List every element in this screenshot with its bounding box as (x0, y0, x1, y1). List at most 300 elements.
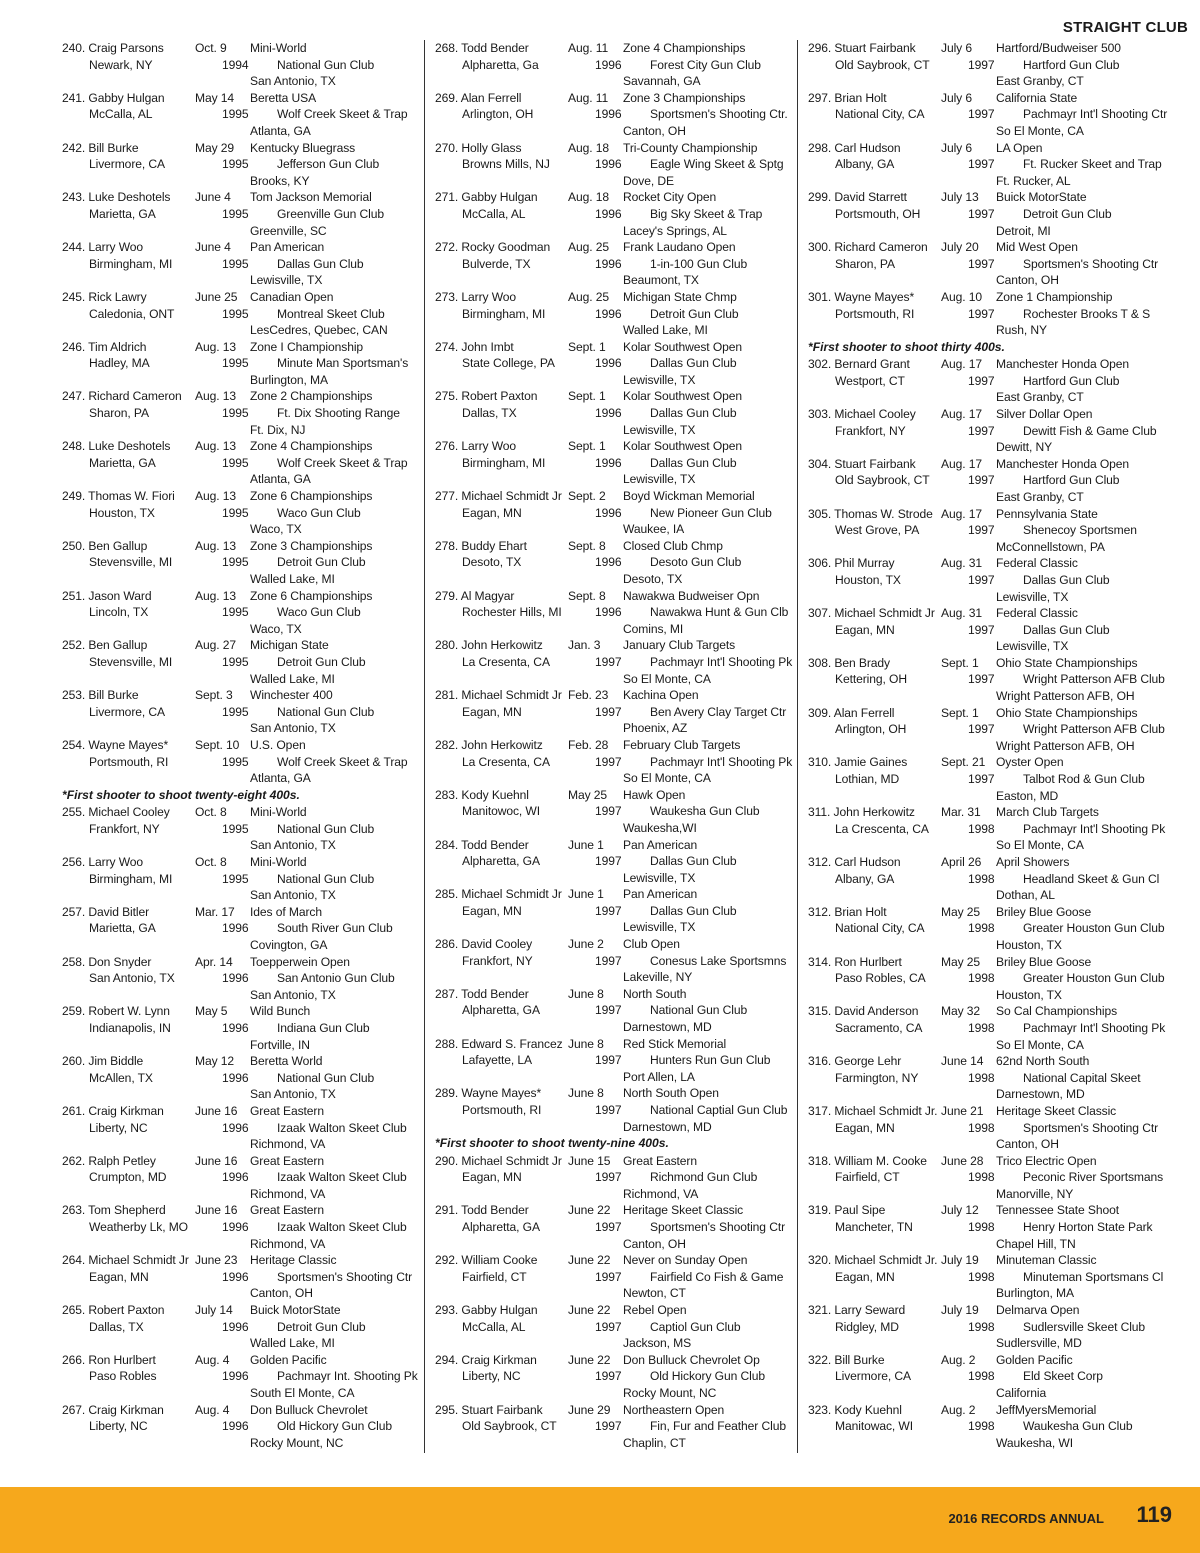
record-spacer (808, 688, 941, 705)
record-year: 1997 (595, 903, 622, 918)
record-spacer (808, 589, 941, 606)
record-line (62, 1103, 412, 1120)
record-entry (435, 986, 789, 1036)
record-entry (435, 1085, 789, 1135)
record-line (62, 505, 412, 522)
record-spacer (941, 322, 996, 339)
record-line (435, 173, 789, 190)
record-line (62, 106, 412, 123)
record-club: National Gun Club (277, 57, 375, 72)
record-shooter: 273. Larry Woo (435, 289, 517, 304)
record-line (435, 1402, 789, 1419)
record-event: Briley Blue Goose (996, 954, 1092, 969)
record-event: Zone 1 Championship (996, 289, 1113, 304)
record-spacer (568, 73, 623, 90)
record-hometown: McCalla, AL (462, 206, 526, 221)
record-line (62, 1219, 412, 1236)
record-entry (62, 438, 412, 488)
record-line (808, 506, 1190, 523)
record-hometown: Farmington, NY (835, 1070, 919, 1085)
record-hometown: Crumpton, MD (89, 1170, 167, 1185)
record-club: Dallas Gun Club (650, 356, 737, 371)
record-spacer (568, 521, 623, 538)
record-entry (808, 854, 1190, 904)
record-entry (435, 438, 789, 488)
record-spacer (568, 621, 623, 638)
record-line (435, 1352, 789, 1369)
record-hometown: Alpharetta, GA (462, 1220, 540, 1235)
record-spacer (568, 571, 623, 588)
record-event: Don Bulluck Chevrolet Op (623, 1352, 760, 1367)
record-date: June 2 (568, 937, 604, 952)
record-spacer (568, 223, 623, 240)
record-date: Aug. 17 (941, 456, 982, 471)
record-location: Atlanta, GA (250, 472, 311, 487)
record-spacer (568, 272, 623, 289)
record-hometown: Albany, GA (835, 871, 895, 886)
record-line (62, 140, 412, 157)
record-club: Captiol Gun Club (650, 1319, 741, 1334)
record-club: Pachmayr Int'l Shooting Pk (1023, 1020, 1166, 1035)
record-spacer (435, 1236, 568, 1253)
record-club: Waco Gun Club (277, 605, 361, 620)
record-club: Sportsmen's Shooting Ctr (650, 1220, 786, 1235)
record-location: Waukesha,WI (623, 820, 697, 835)
record-year: 1996 (595, 306, 622, 321)
record-club: Montreal Skeet Club (277, 306, 385, 321)
record-date: Aug. 18 (568, 140, 609, 155)
record-line (62, 571, 412, 588)
record-event: Michigan State (250, 638, 329, 653)
record-hometown: Marietta, GA (89, 206, 156, 221)
record-entry (62, 687, 412, 737)
record-spacer (62, 1236, 195, 1253)
record-event: Great Eastern (250, 1153, 324, 1168)
records-column-1 (62, 40, 418, 1460)
record-event: Club Open (623, 937, 680, 952)
record-line (808, 804, 1190, 821)
record-spacer (195, 1086, 250, 1103)
record-spacer (941, 1186, 996, 1203)
record-date: June 15 (568, 1153, 611, 1168)
record-date: June 8 (568, 1086, 604, 1101)
record-spacer (568, 720, 623, 737)
record-year: 1997 (595, 1053, 622, 1068)
record-line (435, 754, 793, 771)
record-shooter: 305. Thomas W. Strode (808, 506, 933, 521)
record-date: June 8 (568, 1036, 604, 1051)
record-date: Sept. 3 (195, 688, 233, 703)
record-event: Mini-World (250, 41, 307, 55)
record-event: Kachina Open (623, 688, 699, 703)
record-date: May 25 (941, 954, 981, 969)
record-line (435, 853, 789, 870)
record-line (62, 355, 412, 372)
record-entry (62, 854, 412, 904)
record-year: 1996 (595, 406, 622, 421)
record-entry (435, 1302, 789, 1352)
record-event: Zone 3 Championships (623, 90, 746, 105)
record-spacer (195, 770, 250, 787)
record-hometown: Alpharetta, Ga (462, 57, 539, 72)
record-line (62, 654, 412, 671)
record-shooter: 293. Gabby Hulgan (435, 1303, 538, 1318)
record-entry (62, 637, 412, 687)
record-spacer (62, 671, 195, 688)
record-line (62, 754, 412, 771)
record-spacer (941, 1236, 996, 1253)
record-line (808, 638, 1190, 655)
record-spacer (195, 372, 250, 389)
record-line (808, 456, 1190, 473)
record-line (808, 1335, 1190, 1352)
record-location: Richmond, VA (250, 1186, 326, 1201)
record-event: Kolar Southwest Open (623, 339, 743, 354)
record-event: Delmarva Open (996, 1303, 1080, 1318)
record-club: Dallas Gun Club (650, 854, 737, 869)
record-location: Darnestown, MD (623, 1020, 712, 1035)
record-entry (435, 1402, 789, 1452)
record-club: Fairfield Co Fish & Game (650, 1269, 784, 1284)
record-year: 1995 (222, 157, 249, 172)
record-hometown: Eagan, MN (462, 1170, 522, 1185)
record-hometown: Houston, TX (835, 572, 901, 587)
record-line (808, 423, 1190, 440)
record-date: Aug. 25 (568, 289, 609, 304)
record-line (808, 1285, 1190, 1302)
record-spacer (195, 1236, 250, 1253)
record-line (808, 1136, 1190, 1153)
record-line (435, 903, 789, 920)
record-line (435, 90, 789, 107)
record-year: 1996 (222, 1070, 249, 1085)
record-line (808, 322, 1190, 339)
record-line (808, 489, 1190, 506)
record-entry (808, 1202, 1190, 1252)
record-date: July 19 (941, 1303, 979, 1318)
record-spacer (195, 571, 250, 588)
record-line (808, 123, 1190, 140)
record-line (435, 289, 789, 306)
record-line (62, 372, 412, 389)
record-event: LA Open (996, 140, 1043, 155)
record-date: Oct. 8 (195, 855, 227, 869)
record-event: Kentucky Bluegrass (250, 140, 356, 155)
record-year: 1995 (222, 704, 249, 719)
record-line (62, 970, 412, 987)
record-club: New Pioneer Gun Club (650, 505, 772, 520)
record-location: Lewisville, TX (250, 273, 323, 288)
record-line (435, 886, 789, 903)
record-location: Richmond, VA (623, 1186, 699, 1201)
record-line (435, 40, 789, 57)
record-line (435, 438, 789, 455)
record-hometown: Newark, NY (89, 57, 153, 72)
record-line (808, 239, 1190, 256)
record-entry (62, 339, 412, 389)
record-club: South River Gun Club (277, 921, 393, 936)
record-location: LesCedres, Quebec, CAN (250, 323, 388, 338)
record-line (808, 788, 1190, 805)
record-event: Great Eastern (250, 1103, 324, 1118)
record-line (808, 223, 1190, 240)
record-club: Jefferson Gun Club (277, 157, 380, 172)
record-year: 1995 (222, 871, 249, 886)
record-spacer (568, 1236, 623, 1253)
record-line (808, 289, 1190, 306)
record-line (62, 554, 412, 571)
record-event: Zone I Championship (250, 339, 364, 354)
record-entry (435, 687, 789, 737)
record-shooter: 272. Rocky Goodman (435, 240, 551, 255)
record-event: Beretta World (250, 1054, 323, 1069)
record-spacer (62, 937, 195, 954)
record-club: Pachmayr Int'l Shooting Pk (1023, 821, 1166, 836)
record-spacer (941, 987, 996, 1004)
record-hometown: Portsmouth, RI (462, 1103, 542, 1117)
record-event: Great Eastern (250, 1203, 324, 1218)
record-line (808, 106, 1190, 123)
record-line (435, 953, 789, 970)
record-line (808, 389, 1190, 406)
record-shooter: 249. Thomas W. Fiori (62, 489, 175, 504)
record-year: 1997 (968, 772, 995, 787)
record-year: 1995 (222, 605, 249, 620)
record-shooter: 318. William M. Cooke (808, 1153, 927, 1168)
record-line (808, 1153, 1190, 1170)
record-date: May 25 (568, 787, 608, 802)
record-club: Minuteman Sportsmans Cl (1023, 1269, 1164, 1284)
record-spacer (62, 1385, 195, 1402)
record-line (435, 339, 789, 356)
record-spacer (62, 837, 195, 854)
record-line (435, 1102, 789, 1119)
record-event: JeffMyersMemorial (996, 1402, 1097, 1417)
record-line (808, 539, 1190, 556)
record-date: Aug. 27 (195, 638, 236, 653)
record-shooter: 294. Craig Kirkman (435, 1352, 537, 1367)
record-hometown: McCalla, AL (89, 107, 153, 122)
record-spacer (435, 322, 568, 339)
record-shooter: 302. Bernard Grant (808, 357, 910, 372)
record-year: 1996 (222, 1369, 249, 1384)
record-location: California (996, 1386, 1047, 1400)
record-line (62, 1435, 412, 1452)
record-line (62, 1053, 412, 1070)
record-year: 1998 (968, 1070, 995, 1085)
record-hometown: La Cresenta, CA (462, 754, 550, 769)
record-hometown: Eagan, MN (462, 704, 522, 719)
record-spacer (808, 1236, 941, 1253)
record-shooter: 252. Ben Gallup (62, 638, 148, 653)
record-club: San Antonio Gun Club (277, 971, 395, 986)
record-hometown: Arlington, OH (835, 722, 907, 737)
record-event: Federal Classic (996, 606, 1078, 621)
record-shooter: 255. Michael Cooley (62, 805, 170, 820)
record-year: 1997 (968, 57, 995, 72)
record-year: 1996 (595, 57, 622, 72)
record-year: 1998 (968, 1170, 995, 1185)
record-event: Heritage Skeet Classic (623, 1203, 744, 1218)
record-event: Tom Jackson Memorial (250, 190, 372, 205)
record-line (435, 820, 789, 837)
record-year: 1996 (222, 1020, 249, 1035)
record-line (435, 189, 789, 206)
record-entry (435, 140, 789, 190)
record-entry (808, 40, 1190, 90)
record-entry (435, 339, 789, 389)
record-year: 1996 (222, 1319, 249, 1334)
record-club: Wolf Creek Skeet & Trap (277, 455, 408, 470)
record-entry (808, 289, 1190, 339)
record-shooter: 306. Phil Murray (808, 556, 895, 571)
record-line (808, 589, 1190, 606)
record-line (808, 73, 1190, 90)
record-line (435, 405, 789, 422)
record-spacer (195, 1186, 250, 1203)
record-line (435, 1052, 789, 1069)
record-line (435, 1435, 789, 1452)
record-date: June 29 (568, 1402, 611, 1417)
record-line (435, 604, 789, 621)
record-club: Minute Man Sportsman's (277, 356, 409, 371)
record-event: Boyd Wickman Memorial (623, 489, 755, 504)
record-date: Aug. 4 (195, 1402, 230, 1417)
record-shooter: 314. Ron Hurlbert (808, 954, 902, 969)
record-line (808, 821, 1190, 838)
record-event: Ides of March (250, 904, 322, 919)
record-date: June 1 (568, 887, 604, 902)
record-club: Sudlersville Skeet Club (1023, 1319, 1146, 1334)
record-year: 1995 (222, 821, 249, 836)
record-line (435, 637, 789, 654)
record-entry (808, 356, 1190, 406)
record-spacer (941, 788, 996, 805)
record-entry (62, 1003, 412, 1053)
record-date: May 14 (195, 90, 235, 105)
record-line (435, 521, 789, 538)
record-spacer (568, 969, 623, 986)
record-line (808, 1418, 1190, 1435)
record-line (808, 1202, 1190, 1219)
record-location: So El Monte, CA (996, 1037, 1084, 1052)
record-hometown: Arlington, OH (462, 107, 534, 122)
record-line (62, 223, 412, 240)
record-spacer (568, 422, 623, 439)
record-event: Canadian Open (250, 289, 334, 304)
record-spacer (941, 1335, 996, 1352)
record-line (808, 189, 1190, 206)
record-shooter: 307. Michael Schmidt Jr (808, 606, 935, 621)
record-shooter: 253. Bill Burke (62, 688, 139, 703)
record-year: 1997 (595, 1103, 622, 1117)
record-event: Pan American (623, 887, 698, 902)
record-spacer (568, 123, 623, 140)
record-line (808, 439, 1190, 456)
record-hometown: Stevensville, MI (89, 654, 173, 669)
record-entry (808, 506, 1190, 556)
record-line (62, 1269, 412, 1286)
record-shooter: 288. Edward S. Francez (435, 1036, 563, 1051)
record-entry (808, 239, 1190, 289)
record-shooter: 301. Wayne Mayes* (808, 289, 915, 304)
record-club: Greater Houston Gun Club (1023, 921, 1165, 936)
record-spacer (941, 937, 996, 954)
record-line (435, 1186, 789, 1203)
record-hometown: Frankfort, NY (835, 423, 906, 438)
record-entry (435, 40, 789, 90)
record-line (62, 920, 412, 937)
record-spacer (195, 720, 250, 737)
record-hometown: Frankfort, NY (462, 953, 533, 968)
record-club: Henry Horton State Park (1023, 1220, 1153, 1235)
record-line (62, 904, 412, 921)
record-year: 1996 (222, 971, 249, 986)
record-spacer (808, 837, 941, 854)
record-event: Zone 2 Championships (250, 389, 373, 404)
record-club: Dallas Gun Club (1023, 572, 1110, 587)
record-spacer (435, 1435, 568, 1452)
record-location: Chapel Hill, TN (996, 1236, 1076, 1251)
record-club: Pachmayr Int'l Shooting Ctr (1023, 107, 1168, 122)
record-hometown: Marietta, GA (89, 921, 156, 936)
record-year: 1996 (595, 356, 622, 371)
record-line (808, 970, 1190, 987)
record-shooter: 246. Tim Aldrich (62, 339, 147, 354)
record-event: Great Eastern (623, 1153, 697, 1168)
record-spacer (435, 223, 568, 240)
record-date: Aug. 31 (941, 556, 982, 571)
record-event: Pan American (623, 837, 698, 852)
record-spacer (435, 123, 568, 140)
record-line (435, 687, 789, 704)
record-footnote: *First shooter to shoot thirty 400s. (808, 339, 1005, 354)
record-hometown: Manitowac, WI (835, 1419, 914, 1434)
record-year: 1997 (595, 804, 622, 819)
record-club: Headland Skeet & Gun Cl (1023, 871, 1160, 886)
record-event: Zone 6 Championships (250, 489, 373, 504)
record-hometown: Westport, CT (835, 373, 905, 388)
record-event: February Club Targets (623, 737, 741, 752)
record-line (808, 555, 1190, 572)
record-entry (435, 1252, 789, 1302)
record-club: Detroit Gun Club (277, 654, 366, 669)
record-spacer (808, 173, 941, 190)
record-spacer (195, 1136, 250, 1153)
record-year: 1996 (595, 455, 622, 470)
record-line (808, 1385, 1190, 1402)
record-shooter: 292. William Cooke (435, 1253, 538, 1268)
record-spacer (62, 173, 195, 190)
record-spacer (941, 1136, 996, 1153)
record-event: U.S. Open (250, 737, 306, 752)
record-hometown: Old Saybrook, CT (462, 1419, 557, 1434)
record-line (62, 90, 412, 107)
record-line (62, 1418, 412, 1435)
record-line (62, 57, 412, 74)
record-entry (808, 655, 1190, 705)
record-entry (62, 804, 412, 854)
record-hometown: Caledonia, ONT (89, 306, 175, 321)
record-year: 1996 (595, 157, 622, 172)
record-entry (808, 1003, 1190, 1053)
record-event: Minuteman Classic (996, 1253, 1097, 1268)
record-spacer (195, 671, 250, 688)
record-hometown: Stevensville, MI (89, 555, 173, 570)
record-year: 1996 (595, 605, 622, 620)
record-date: Mar. 17 (195, 904, 235, 919)
record-shooter: 311. John Herkowitz (808, 805, 915, 820)
